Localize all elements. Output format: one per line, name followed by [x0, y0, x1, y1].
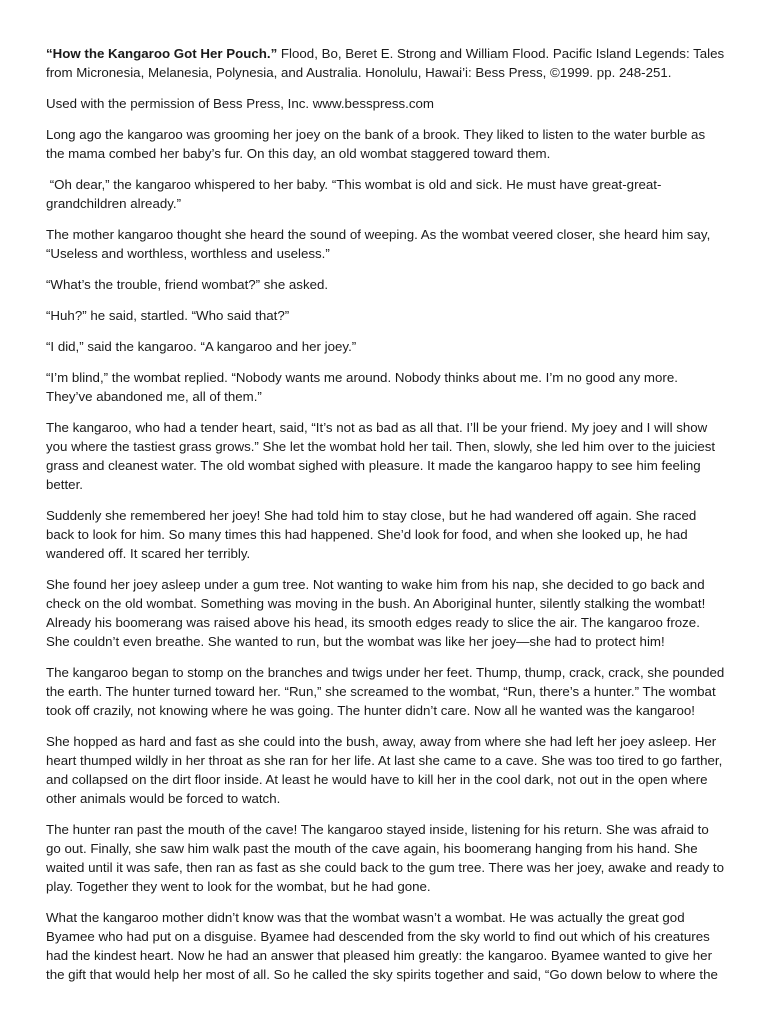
permission-line: Used with the permission of Bess Press, Inc. www.besspress.com: [46, 96, 434, 111]
story-paragraph-11: The kangaroo began to stomp on the branches and twigs under her feet. Thump, thump, crack, crack, she pounded the earth. The hunter turned toward her. “Run,” she screamed to the wombat, “Run, there’s a hunter.” The wombat took off crazily, not knowing where he was going. The hunter didn’t care. Now all he wanted was the kangaroo!: [46, 665, 725, 718]
citation-title: “How the Kangaroo Got Her Pouch.”: [46, 46, 278, 61]
story-paragraph-6: “I did,” said the kangaroo. “A kangaroo and her joey.”: [46, 339, 357, 354]
story-paragraph-4: “What’s the trouble, friend wombat?” she asked.: [46, 277, 329, 292]
story-paragraph-1: Long ago the kangaroo was grooming her joey on the bank of a brook. They liked to listen to the water burble as the mama combed her baby’s fur. On this day, an old wombat staggered toward them.: [46, 127, 706, 161]
citation: [46, 44, 726, 82]
story-paragraph-13: The hunter ran past the mouth of the cave! The kangaroo stayed inside, listening for his return. She was afraid to go out. Finally, she saw him walk past the mouth of the cave again, his boomerang hanging from his hand. She waited until it was safe, then ran as fast as she could back to the gum tree. There was her joey, awake and ready to play. Together they went to look for the wombat, but he had gone.: [46, 822, 725, 894]
story-paragraph-12: She hopped as hard and fast as she could into the bush, away, away from where she had left her joey asleep. Her heart thumped wildly in her throat as she ran for her life. At last she came to a cave. She was too tired to go farther, and collapsed on the dirt floor inside. At least he would have to kill her in the cool dark, not out in the open where other animals would be forced to watch.: [46, 734, 723, 806]
story-paragraph-2: “Oh dear,” the kangaroo whispered to her baby. “This wombat is old and sick. He must have great-great-grandchildren already.”: [46, 177, 662, 211]
document-page: [46, 44, 726, 996]
story-paragraph-14: What the kangaroo mother didn’t know was that the wombat wasn’t a wombat. He was actually the great god Byamee who had put on a disguise. Byamee had descended from the sky world to find out which of his creatures had the kindest heart. Now he had an answer that pleased him greatly: the kangaroo. Byamee wanted to give her the gift that would help her most of all. So he called the sky spirits together and said, “Go down below to where the: [46, 910, 718, 982]
story-paragraph-10: She found her joey asleep under a gum tree. Not wanting to wake him from his nap, she decided to go back and check on the old wombat. Something was moving in the bush. An Aboriginal hunter, silently stalking the wombat! Already his boomerang was raised above his head, its smooth edges ready to slice the air. The kangaroo froze. She couldn’t even breathe. She wanted to run, but the wombat was like her joey—she had to protect him!: [46, 577, 706, 649]
story-paragraph-9: Suddenly she remembered her joey! She had told him to stay close, but he had wandered off again. She raced back to look for him. So many times this had happened. She’d look for food, and when she looked up, he had wandered off. It scared her terribly.: [46, 508, 697, 561]
story-paragraph-8: The kangaroo, who had a tender heart, said, “It’s not as bad as all that. I’ll be your friend. My joey and I will show you where the tastiest grass grows.” She let the wombat hold her tail. Then, slowly, she led him over to the juiciest grass and cleanest water. The old wombat sighed with pleasure. It made the kangaroo happy to see him feeling better.: [46, 420, 716, 492]
story-paragraph-5: “Huh?” he said, startled. “Who said that?”: [46, 308, 290, 323]
citation-details: Flood, Bo, Beret E. Strong and William Flood. Pacific Island Legends: Tales from Micronesia, Melanesia, Polynesia, and Australia. Honolulu, Hawai’i: Bess Press, ©1999. pp. 248-251.: [46, 46, 725, 80]
story-paragraph-3: The mother kangaroo thought she heard the sound of weeping. As the wombat veered closer, she heard him say, “Useless and worthless, worthless and useless.”: [46, 227, 711, 261]
story-paragraph-7: “I’m blind,” the wombat replied. “Nobody wants me around. Nobody thinks about me. I’m no good any more. They’ve abandoned me, all of them.”: [46, 370, 678, 404]
